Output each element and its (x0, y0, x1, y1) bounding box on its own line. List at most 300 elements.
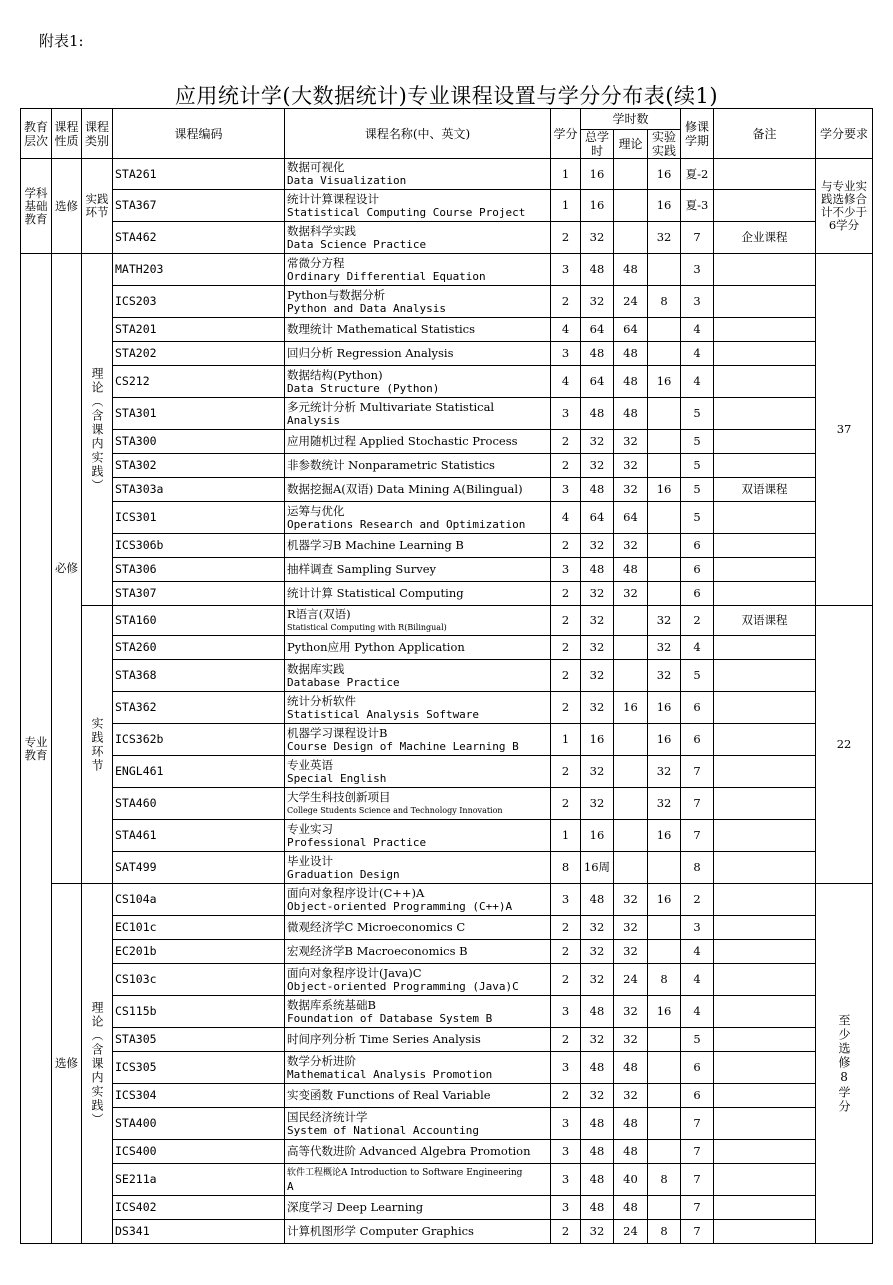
course-note (714, 1052, 816, 1084)
category-cell-d-text: 理论（含课内实践） (90, 1000, 104, 1127)
course-code: STA303a (113, 478, 285, 502)
header-note: 备注 (714, 109, 816, 159)
course-code: ICS203 (113, 286, 285, 318)
requirement-cell-d (816, 884, 873, 1244)
course-note (714, 254, 816, 286)
course-credit: 4 (551, 366, 581, 398)
course-code: STA306 (113, 558, 285, 582)
course-code: STA300 (113, 430, 285, 454)
course-credit: 2 (551, 788, 581, 820)
course-note (714, 430, 816, 454)
course-note (714, 1196, 816, 1220)
category-cell-c-text: 实践环节 (90, 716, 104, 773)
course-name-en: Analysis (287, 413, 340, 427)
nature-cell-b (52, 254, 82, 884)
course-term: 5 (681, 660, 714, 692)
course-practice-hours (648, 558, 681, 582)
course-practice-hours (648, 318, 681, 342)
course-name-cn: 数据可视化 (287, 161, 345, 174)
course-credit: 2 (551, 1028, 581, 1052)
course-name-cn: 机器学习课程设计B (287, 726, 388, 740)
course-name-cn: 实变函数 Functions of Real Variable (287, 1089, 491, 1102)
course-credit: 3 (551, 1196, 581, 1220)
course-credit: 1 (551, 159, 581, 190)
course-note (714, 1108, 816, 1140)
course-total-hours: 32 (581, 222, 614, 254)
course-term: 夏-2 (681, 159, 714, 190)
course-total-hours: 16周 (581, 852, 614, 884)
course-table (20, 108, 873, 1244)
course-name (285, 1220, 551, 1244)
course-theory-hours: 32 (614, 940, 648, 964)
course-term: 3 (681, 286, 714, 318)
course-name (285, 820, 551, 852)
course-name-en: Data Science Practice (287, 237, 427, 251)
course-note (714, 286, 816, 318)
table-row (21, 342, 873, 366)
course-term: 7 (681, 1164, 714, 1196)
course-note (714, 756, 816, 788)
course-practice-hours: 16 (648, 478, 681, 502)
course-theory-hours (614, 724, 648, 756)
course-name-en: Professional Practice (287, 835, 427, 849)
course-total-hours: 32 (581, 636, 614, 660)
requirement-cell-c-text: 22 (836, 737, 852, 751)
course-credit: 2 (551, 454, 581, 478)
course-practice-hours (648, 254, 681, 286)
header-category: 课程类别 (82, 109, 113, 159)
level-cell-a (21, 159, 52, 254)
table-row (21, 1164, 873, 1196)
course-theory-hours: 32 (614, 884, 648, 916)
course-total-hours: 16 (581, 724, 614, 756)
course-code: STA307 (113, 582, 285, 606)
course-total-hours: 32 (581, 582, 614, 606)
course-practice-hours: 16 (648, 884, 681, 916)
course-name-cn: 数理统计 Mathematical Statistics (287, 323, 476, 336)
header-level: 教育层次 (21, 109, 52, 159)
course-name-en: Object-oriented Programming (C++)A (287, 899, 513, 913)
course-code: STA462 (113, 222, 285, 254)
course-practice-hours: 16 (648, 366, 681, 398)
course-name-en: Database Practice (287, 675, 400, 689)
course-code: STA367 (113, 190, 285, 222)
course-note (714, 916, 816, 940)
course-name (285, 940, 551, 964)
course-theory-hours (614, 660, 648, 692)
course-code: MATH203 (113, 254, 285, 286)
course-name-en: Foundation of Database System B (287, 1011, 493, 1025)
course-code: STA301 (113, 398, 285, 430)
table-body (21, 159, 873, 1244)
course-practice-hours (648, 342, 681, 366)
course-name (285, 916, 551, 940)
course-code: ICS305 (113, 1052, 285, 1084)
course-note (714, 558, 816, 582)
course-name-cn: 统计分析软件 (287, 694, 356, 708)
table-row (21, 996, 873, 1028)
course-practice-hours: 8 (648, 1220, 681, 1244)
course-term: 7 (681, 756, 714, 788)
course-code: STA461 (113, 820, 285, 852)
course-term: 4 (681, 366, 714, 398)
course-name-cn: 面向对象程序设计(Java)C (287, 966, 422, 980)
course-total-hours: 32 (581, 756, 614, 788)
course-credit: 2 (551, 430, 581, 454)
course-term: 7 (681, 1220, 714, 1244)
table-row (21, 454, 873, 478)
course-name-en: Statistical Analysis Software (287, 707, 480, 721)
course-term: 6 (681, 582, 714, 606)
course-total-hours: 48 (581, 478, 614, 502)
course-term: 6 (681, 1084, 714, 1108)
requirement-cell-b (816, 254, 873, 606)
course-name (285, 964, 551, 996)
requirement-cell-d-text: 至少选修8学分 (837, 1013, 852, 1114)
course-practice-hours (648, 430, 681, 454)
course-term: 6 (681, 1052, 714, 1084)
table-row (21, 606, 873, 636)
course-note (714, 1084, 816, 1108)
course-practice-hours (648, 940, 681, 964)
course-credit: 1 (551, 190, 581, 222)
table-row (21, 558, 873, 582)
course-note (714, 1220, 816, 1244)
course-code: ICS304 (113, 1084, 285, 1108)
course-name-cn: 软件工程概论A Introduction to Software Engineering (287, 1167, 523, 1178)
course-theory-hours: 48 (614, 1052, 648, 1084)
course-name-cn: Python与数据分析 (287, 288, 386, 302)
course-theory-hours: 48 (614, 254, 648, 286)
course-practice-hours (648, 1028, 681, 1052)
course-name-cn: 宏观经济学B Macroeconomics B (287, 945, 468, 958)
course-theory-hours: 32 (614, 1084, 648, 1108)
course-name-cn: 统计计算课程设计 (287, 192, 379, 206)
course-name-cn: 数据库系统基础B (287, 998, 376, 1012)
course-theory-hours (614, 222, 648, 254)
course-term: 5 (681, 1028, 714, 1052)
course-credit: 2 (551, 1220, 581, 1244)
course-term: 夏-3 (681, 190, 714, 222)
course-term: 2 (681, 606, 714, 636)
course-name-cn: 抽样调查 Sampling Survey (287, 563, 437, 576)
category-cell-a (82, 159, 113, 254)
course-name-en: Special English (287, 771, 387, 785)
course-total-hours: 48 (581, 558, 614, 582)
course-credit: 4 (551, 502, 581, 534)
course-theory-hours: 24 (614, 1220, 648, 1244)
course-term: 7 (681, 222, 714, 254)
course-practice-hours (648, 916, 681, 940)
course-term: 7 (681, 1196, 714, 1220)
course-credit: 3 (551, 1052, 581, 1084)
course-term: 8 (681, 852, 714, 884)
course-code: STA302 (113, 454, 285, 478)
course-code: ICS306b (113, 534, 285, 558)
course-name-cn: 面向对象程序设计(C++)A (287, 886, 425, 900)
table-row (21, 534, 873, 558)
course-name (285, 1028, 551, 1052)
course-term: 7 (681, 788, 714, 820)
course-credit: 3 (551, 342, 581, 366)
course-code: SE211a (113, 1164, 285, 1196)
course-total-hours: 48 (581, 884, 614, 916)
course-total-hours: 48 (581, 1164, 614, 1196)
category-cell-b-text: 理论（含课内实践） (90, 366, 104, 493)
requirement-cell-a-text: 与专业实践选修合计不少于6学分 (821, 179, 868, 232)
course-code: SAT499 (113, 852, 285, 884)
course-code: ICS402 (113, 1196, 285, 1220)
course-theory-hours (614, 852, 648, 884)
course-practice-hours: 32 (648, 660, 681, 692)
course-note (714, 366, 816, 398)
course-name (285, 342, 551, 366)
course-note (714, 342, 816, 366)
requirement-cell-b-text: 37 (836, 422, 852, 436)
course-code: STA460 (113, 788, 285, 820)
course-name (285, 190, 551, 222)
course-name-en: Ordinary Differential Equation (287, 269, 486, 283)
course-theory-hours (614, 756, 648, 788)
table-row (21, 756, 873, 788)
table-row (21, 940, 873, 964)
course-note (714, 996, 816, 1028)
course-name-cn: R语言(双语) (287, 607, 351, 621)
course-note (714, 159, 816, 190)
table-row (21, 478, 873, 502)
course-note: 双语课程 (714, 606, 816, 636)
course-note (714, 884, 816, 916)
course-credit: 2 (551, 1084, 581, 1108)
course-term: 3 (681, 254, 714, 286)
header-name: 课程名称(中、英文) (285, 109, 551, 159)
course-total-hours: 64 (581, 502, 614, 534)
course-code: EC201b (113, 940, 285, 964)
table-row (21, 1028, 873, 1052)
course-note (714, 788, 816, 820)
course-term: 7 (681, 1140, 714, 1164)
course-credit: 3 (551, 558, 581, 582)
course-theory-hours: 32 (614, 430, 648, 454)
course-name-cn: 时间序列分析 Time Series Analysis (287, 1033, 481, 1046)
course-code: CS104a (113, 884, 285, 916)
course-name-cn: 数据结构(Python) (287, 368, 383, 382)
course-total-hours: 16 (581, 820, 614, 852)
course-total-hours: 32 (581, 940, 614, 964)
course-practice-hours (648, 502, 681, 534)
header-practice: 实验实践 (648, 130, 681, 159)
table-row (21, 1084, 873, 1108)
course-total-hours: 32 (581, 606, 614, 636)
course-term: 5 (681, 502, 714, 534)
category-cell-d (82, 884, 113, 1244)
course-theory-hours: 48 (614, 366, 648, 398)
course-credit: 2 (551, 964, 581, 996)
course-term: 4 (681, 636, 714, 660)
course-name (285, 502, 551, 534)
course-practice-hours: 16 (648, 724, 681, 756)
nature-cell-b-text: 必修 (55, 561, 78, 575)
course-practice-hours (648, 1052, 681, 1084)
course-theory-hours: 48 (614, 1196, 648, 1220)
course-credit: 3 (551, 398, 581, 430)
course-theory-hours: 24 (614, 286, 648, 318)
header-requirement: 学分要求 (816, 109, 873, 159)
requirement-cell-a (816, 159, 873, 254)
course-practice-hours: 32 (648, 222, 681, 254)
course-code: DS341 (113, 1220, 285, 1244)
course-name (285, 1140, 551, 1164)
course-theory-hours: 32 (614, 996, 648, 1028)
course-name (285, 1196, 551, 1220)
table-row (21, 222, 873, 254)
course-name-en: Course Design of Machine Learning B (287, 739, 519, 753)
category-cell-a-text: 实践环节 (85, 192, 109, 219)
table-row (21, 852, 873, 884)
table-row (21, 964, 873, 996)
course-name-cn: 专业实习 (287, 822, 333, 836)
course-name-cn: 大学生科技创新项目 (287, 790, 391, 804)
course-name (285, 996, 551, 1028)
table-row (21, 636, 873, 660)
course-note (714, 1028, 816, 1052)
course-total-hours: 48 (581, 342, 614, 366)
table-row (21, 366, 873, 398)
course-note (714, 318, 816, 342)
course-total-hours: 64 (581, 366, 614, 398)
course-code: STA400 (113, 1108, 285, 1140)
table-row (21, 692, 873, 724)
course-theory-hours: 32 (614, 454, 648, 478)
course-name (285, 430, 551, 454)
course-name (285, 724, 551, 756)
course-name (285, 788, 551, 820)
course-theory-hours (614, 159, 648, 190)
course-name-en: Object-oriented Programming (Java)C (287, 979, 519, 993)
course-name (285, 366, 551, 398)
level-cell-a-text: 学科基础教育 (24, 185, 48, 226)
course-code: ICS400 (113, 1140, 285, 1164)
course-credit: 3 (551, 254, 581, 286)
course-name-en: System of National Accounting (287, 1123, 480, 1137)
table-row (21, 1220, 873, 1244)
course-name-cn: 专业英语 (287, 758, 333, 772)
table-row (21, 1196, 873, 1220)
course-total-hours: 32 (581, 964, 614, 996)
course-code: CS212 (113, 366, 285, 398)
course-practice-hours: 32 (648, 756, 681, 788)
page-title: 应用统计学(大数据统计)专业课程设置与学分分布表(续1) (174, 84, 719, 108)
course-practice-hours (648, 398, 681, 430)
course-code: CS103c (113, 964, 285, 996)
course-theory-hours: 24 (614, 964, 648, 996)
course-name-cn: 高等代数进阶 Advanced Algebra Promotion (287, 1145, 531, 1158)
course-note (714, 820, 816, 852)
course-total-hours: 16 (581, 190, 614, 222)
course-term: 6 (681, 558, 714, 582)
course-code: CS115b (113, 996, 285, 1028)
header-theory: 理论 (614, 130, 648, 159)
course-credit: 2 (551, 606, 581, 636)
course-term: 5 (681, 454, 714, 478)
course-practice-hours: 8 (648, 1164, 681, 1196)
course-credit: 2 (551, 636, 581, 660)
course-theory-hours: 40 (614, 1164, 648, 1196)
course-theory-hours: 48 (614, 342, 648, 366)
course-theory-hours: 48 (614, 1108, 648, 1140)
requirement-cell-c (816, 606, 873, 884)
course-name (285, 1052, 551, 1084)
course-name-en: Graduation Design (287, 867, 400, 881)
course-code: STA305 (113, 1028, 285, 1052)
course-credit: 3 (551, 1140, 581, 1164)
table-row (21, 1108, 873, 1140)
course-code: ENGL461 (113, 756, 285, 788)
course-credit: 2 (551, 916, 581, 940)
course-name (285, 318, 551, 342)
table-row (21, 820, 873, 852)
course-theory-hours: 64 (614, 318, 648, 342)
course-name-en: Data Visualization (287, 174, 407, 187)
course-total-hours: 64 (581, 318, 614, 342)
table-row (21, 1052, 873, 1084)
level-cell-b (21, 254, 52, 1244)
table-row (21, 724, 873, 756)
course-theory-hours: 32 (614, 534, 648, 558)
course-note (714, 940, 816, 964)
course-name (285, 606, 551, 636)
course-term: 5 (681, 478, 714, 502)
course-total-hours: 48 (581, 1140, 614, 1164)
course-theory-hours: 48 (614, 558, 648, 582)
course-note: 企业课程 (714, 222, 816, 254)
course-note (714, 502, 816, 534)
header-term: 修课学期 (681, 109, 714, 159)
course-name-cn: 数学分析进阶 (287, 1054, 356, 1068)
course-term: 4 (681, 940, 714, 964)
course-credit: 1 (551, 820, 581, 852)
course-name (285, 398, 551, 430)
header-nature: 课程性质 (52, 109, 82, 159)
course-credit: 3 (551, 1164, 581, 1196)
nature-cell-d (52, 884, 82, 1244)
course-term: 4 (681, 342, 714, 366)
course-theory-hours (614, 636, 648, 660)
course-name (285, 660, 551, 692)
course-theory-hours: 32 (614, 1028, 648, 1052)
table-row (21, 660, 873, 692)
course-practice-hours: 16 (648, 159, 681, 190)
course-practice-hours (648, 1084, 681, 1108)
course-name-en: Statistical Computing Course Project (287, 205, 526, 219)
course-name (285, 1164, 551, 1196)
course-name (285, 1108, 551, 1140)
header-code: 课程编码 (113, 109, 285, 159)
course-name (285, 534, 551, 558)
course-note (714, 190, 816, 222)
table-row (21, 398, 873, 430)
course-code: EC101c (113, 916, 285, 940)
course-name (285, 636, 551, 660)
course-theory-hours: 48 (614, 1140, 648, 1164)
course-theory-hours: 32 (614, 916, 648, 940)
course-name-en: Operations Research and Optimization (287, 517, 526, 531)
course-name-en: Python and Data Analysis (287, 301, 446, 315)
course-theory-hours: 32 (614, 582, 648, 606)
course-note (714, 398, 816, 430)
course-credit: 2 (551, 660, 581, 692)
course-credit: 1 (551, 724, 581, 756)
